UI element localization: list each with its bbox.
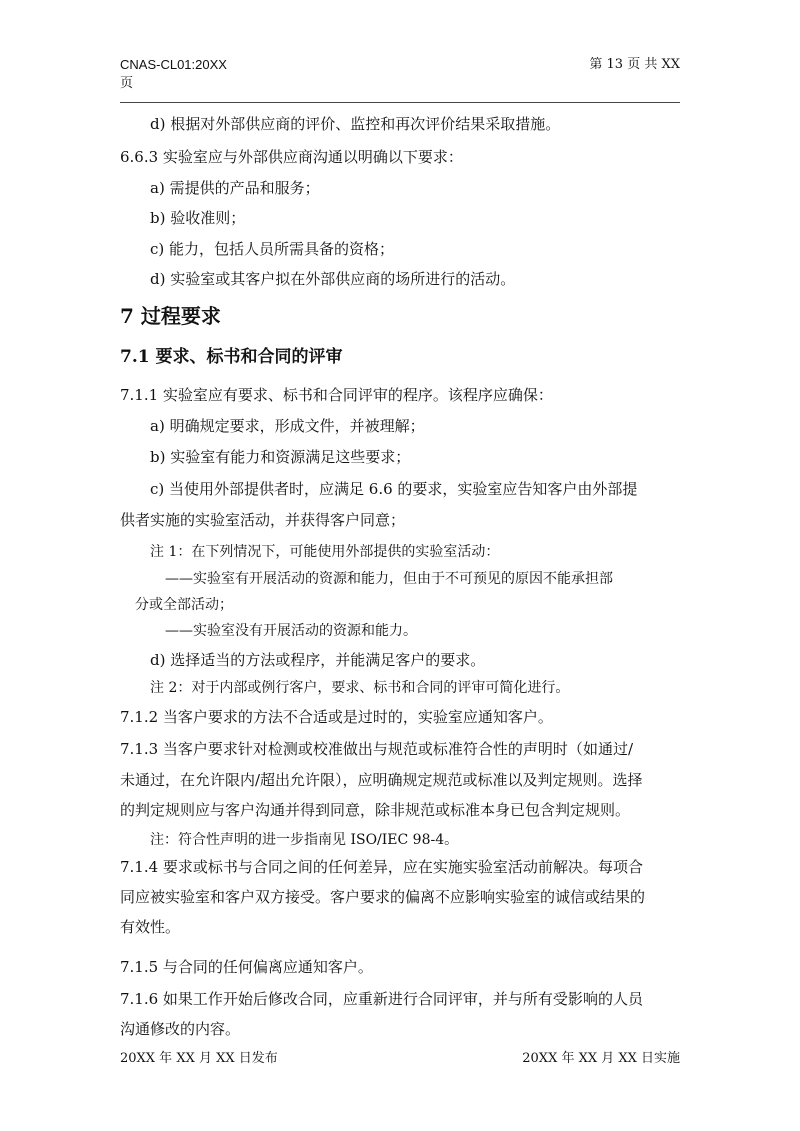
note: 注：符合性声明的进一步指南见 ISO/IEC 98-4。	[150, 832, 459, 848]
clause-7-1-6: 7.1.6 如果工作开始后修改合同，应重新进行合同评审，并与所有受影响的人员	[120, 990, 643, 1008]
list-item: a) 需提供的产品和服务；	[150, 179, 320, 197]
clause-7-1-3-continued: 未通过，在允许限内/超出允许限），应明确规定规范或标准以及判定规则。选择	[120, 771, 643, 789]
clause-7-1-3-continued: 的判定规则应与客户沟通并得到同意，除非规范或标准本身已包含判定规则。	[120, 801, 631, 819]
clause-7-1-4-continued: 同应被实验室和客户双方接受。客户要求的偏离不应影响实验室的诚信或结果的	[120, 888, 646, 906]
list-item: c) 能力，包括人员所需具备的资格；	[150, 240, 395, 258]
header-page-info: 第 13 页 共 XX	[589, 57, 680, 72]
list-item-continuation: 供者实施的实验室活动，并获得客户同意；	[120, 511, 406, 529]
note-2: 注 2：对于内部或例行客户，要求、标书和合同的评审可简化进行。	[150, 680, 570, 696]
paragraph: d) 根据对外部供应商的评价、监控和再次评价结果采取措施。	[150, 115, 561, 133]
clause-7-1-2: 7.1.2 当客户要求的方法不合适或是过时的，实验室应通知客户。	[120, 708, 553, 726]
doc-id-wrap: 页	[120, 75, 134, 90]
list-item: b) 实验室有能力和资源满足这些要求；	[150, 448, 411, 466]
list-item: a) 明确规定要求，形成文件，并被理解；	[150, 417, 425, 435]
list-item: c) 当使用外部提供者时，应满足 6.6 的要求，实验室应告知客户由外部提	[150, 480, 638, 498]
footer-effective-date: 20XX 年 XX 月 XX 日实施	[522, 1051, 680, 1066]
clause-7-1-4: 7.1.4 要求或标书与合同之间的任何差异，应在实施实验室活动前解决。每项合	[120, 858, 643, 876]
header-rule	[120, 102, 680, 103]
clause-7-1-5: 7.1.5 与合同的任何偏离应通知客户。	[120, 958, 373, 976]
list-item: d) 实验室或其客户拟在外部供应商的场所进行的活动。	[150, 270, 516, 288]
note-1-dash-item: ——实验室有开展活动的资源和能力，但由于不可预见的原因不能承担部	[165, 571, 613, 587]
footer-published-date: 20XX 年 XX 月 XX 日发布	[120, 1051, 278, 1066]
list-item: d) 选择适当的方法或程序，并能满足客户的要求。	[150, 651, 486, 669]
header-doc-id	[120, 56, 240, 92]
section-heading-7: 7 过程要求	[120, 304, 221, 328]
note-1: 注 1：在下列情况下，可能使用外部提供的实验室活动：	[150, 544, 500, 560]
clause-7-1-1: 7.1.1 实验室应有要求、标书和合同评审的程序。该程序应确保：	[120, 386, 553, 404]
clause-7-1-6-continued: 沟通修改的内容。	[120, 1020, 241, 1038]
note-1-dash-continuation: 分或全部活动；	[135, 597, 233, 613]
list-item: b) 验收准则；	[150, 209, 246, 227]
doc-id-text: CNAS-CL01:20XX	[120, 57, 227, 72]
clause-6-6-3: 6.6.3 实验室应与外部供应商沟通以明确以下要求：	[120, 148, 463, 166]
clause-7-1-3: 7.1.3 当客户要求针对检测或校准做出与规范或标准符合性的声明时（如通过/	[120, 740, 633, 758]
clause-7-1-4-continued: 有效性。	[120, 918, 181, 936]
section-heading-7-1: 7.1 要求、标书和合同的评审	[120, 347, 343, 367]
note-1-dash-item: ——实验室没有开展活动的资源和能力。	[165, 623, 417, 639]
